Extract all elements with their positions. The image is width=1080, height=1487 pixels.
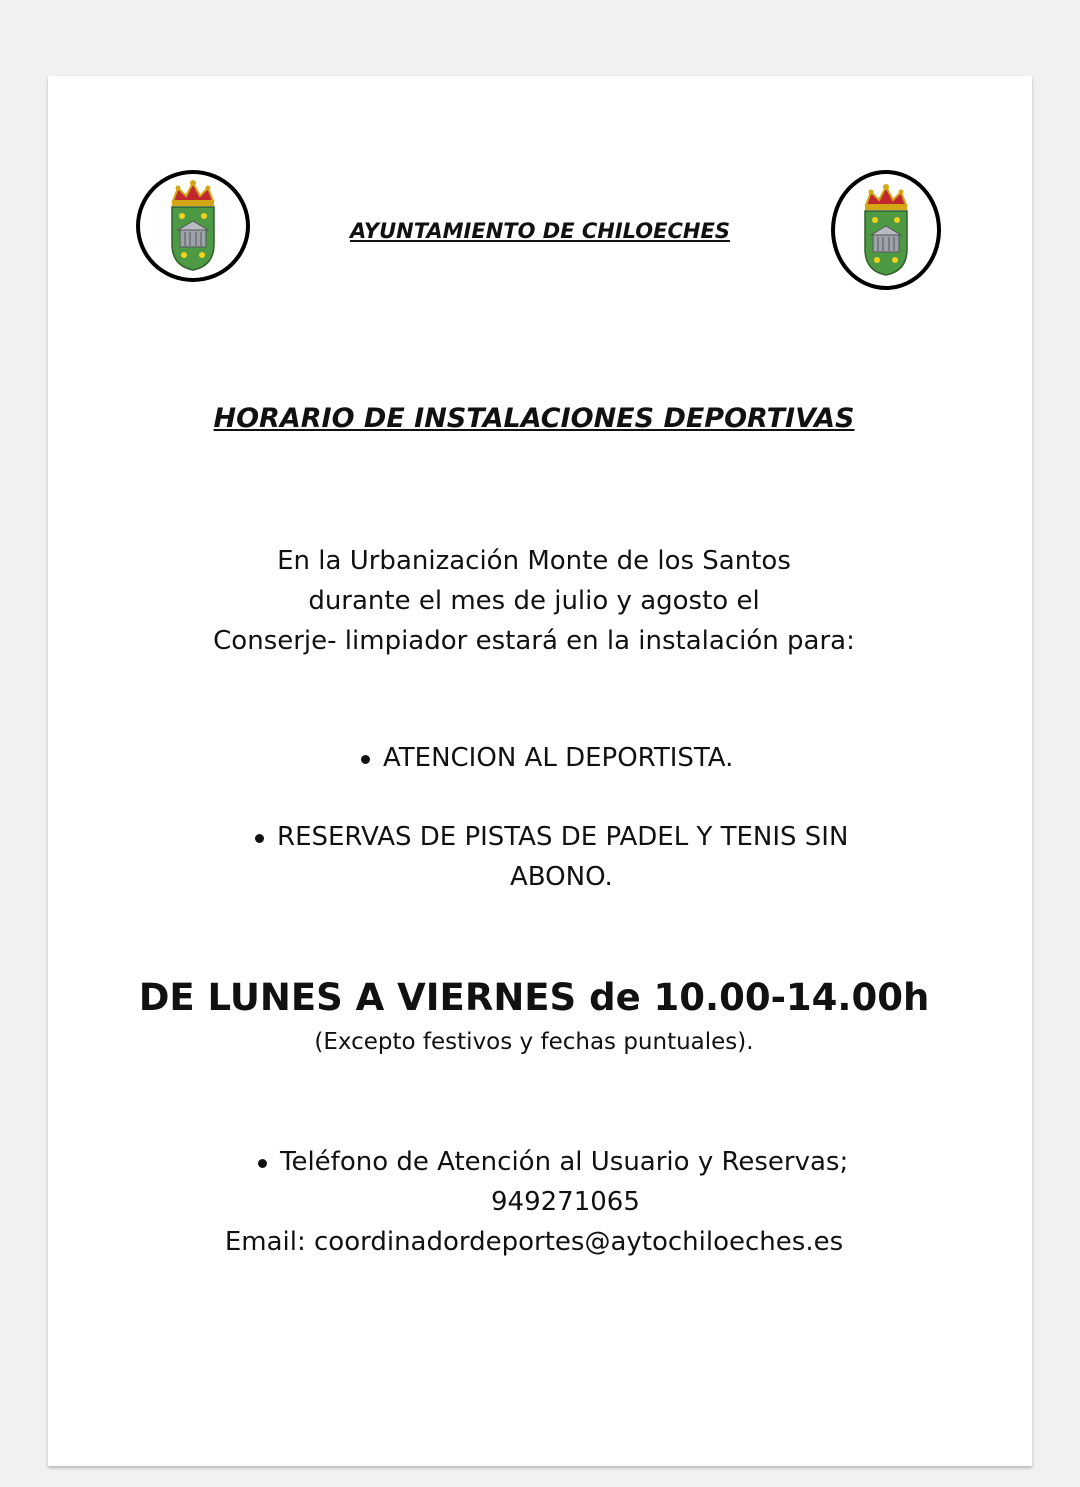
bullet-icon (255, 834, 264, 843)
intro-line: Conserje- limpiador estará en la instalación para: (213, 626, 855, 656)
coat-of-arms-right (831, 170, 941, 290)
service-item-reservations-continued (510, 857, 613, 897)
bullet-icon (258, 1159, 267, 1168)
document-title: HORARIO DE INSTALACIONES DEPORTIVAS (213, 403, 855, 434)
contact-email: Email: coordinadordeportes@aytochiloeches.es (224, 1227, 844, 1257)
bullet-icon (361, 755, 370, 764)
intro-line: durante el mes de julio y agosto el (308, 586, 760, 616)
phone-number (491, 1182, 640, 1222)
service-label: ABONO. (510, 862, 613, 892)
contact-phone-item (280, 1142, 848, 1182)
schedule-note: (Excepto festivos y fechas puntuales). (314, 1029, 754, 1055)
intro-paragraph (48, 541, 1020, 661)
service-item-reservations (277, 817, 848, 857)
service-item-attention (383, 738, 733, 778)
header-title: AYUNTAMIENTO DE CHILOECHES (350, 219, 730, 243)
service-label: ATENCION AL DEPORTISTA. (383, 743, 734, 773)
intro-line: En la Urbanización Monte de los Santos (277, 546, 791, 576)
phone-number-text: 949271065 (491, 1187, 640, 1217)
schedule-text: DE LUNES A VIERNES de 10.00-14.00h (138, 976, 930, 1019)
document-page (48, 76, 1032, 1466)
phone-label: Teléfono de Atención al Usuario y Reservas; (280, 1147, 849, 1177)
service-label: RESERVAS DE PISTAS DE PADEL Y TENIS SIN (277, 822, 849, 852)
